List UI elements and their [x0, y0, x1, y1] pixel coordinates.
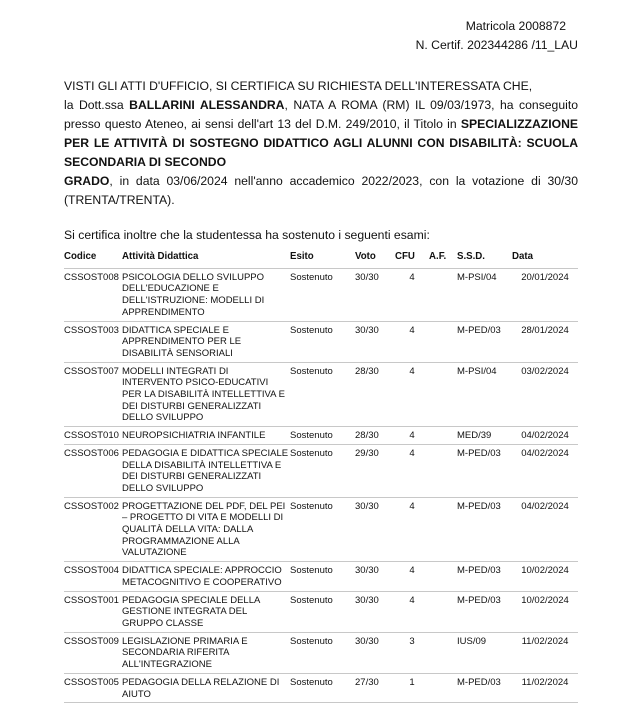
- cell-attivita: PEDAGOGIA SPECIALE DELLA GESTIONE INTEGRATA DEL GRUPPO CLASSE: [122, 591, 290, 632]
- cell-esito: Sostenuto: [290, 362, 355, 427]
- cell-ssd: IUS/09: [457, 632, 512, 673]
- body-text-segment: (TRENTA/TRENTA).: [64, 193, 175, 207]
- cell-attivita: PEDAGOGIA E DIDATTICA SPECIALE DELLA DISABILITÀ INTELLETTIVA E DEI DISTURBI GENERALIZZATI DELLO SVILUPPO: [122, 444, 290, 497]
- body-line: [64, 191, 578, 210]
- cell-voto: 28/30: [355, 362, 395, 427]
- cell-data: 10/02/2024: [512, 591, 578, 632]
- cell-esito: Sostenuto: [290, 427, 355, 445]
- document-header: [416, 17, 578, 55]
- cell-af: [429, 632, 457, 673]
- cell-codice: CSSOST006: [64, 444, 122, 497]
- table-row: [64, 321, 578, 362]
- column-header-af: A.F.: [429, 248, 457, 268]
- cell-voto: 27/30: [355, 673, 395, 702]
- body-line: [64, 96, 578, 115]
- cell-cfu: 4: [395, 268, 429, 321]
- cell-cfu: 1: [395, 673, 429, 702]
- table-row: [64, 444, 578, 497]
- table-header-row: [64, 248, 578, 268]
- cell-cfu: 4: [395, 562, 429, 591]
- cell-cfu: 4: [395, 321, 429, 362]
- cell-attivita: PEDAGOGIA DELLA RELAZIONE DI AIUTO: [122, 673, 290, 702]
- cell-ssd: M-PSI/04: [457, 268, 512, 321]
- cell-attivita: DIDATTICA SPECIALE: APPROCCIO METACOGNITIVO E COOPERATIVO: [122, 562, 290, 591]
- body-text-segment: presso questo Ateneo, ai sensi dell'art 13 del D.M. 249/2010, il Titolo in: [64, 117, 461, 131]
- column-header-ssd: S.S.D.: [457, 248, 512, 268]
- cell-data: 11/02/2024: [512, 673, 578, 702]
- body-line: [64, 153, 578, 172]
- table-row: [64, 673, 578, 702]
- cell-data: 11/02/2024: [512, 632, 578, 673]
- cell-esito: Sostenuto: [290, 444, 355, 497]
- cell-ssd: M-PED/03: [457, 673, 512, 702]
- cell-voto: 30/30: [355, 632, 395, 673]
- body-line: [64, 172, 578, 191]
- cell-data: 20/01/2024: [512, 268, 578, 321]
- body-text-segment: SECONDARIA DI SECONDO: [64, 155, 227, 169]
- body-line: [64, 134, 578, 153]
- cell-af: [429, 591, 457, 632]
- cell-voto: 30/30: [355, 497, 395, 562]
- cell-af: [429, 268, 457, 321]
- cell-attivita: LEGISLAZIONE PRIMARIA E SECONDARIA RIFERITA ALL'INTEGRAZIONE: [122, 632, 290, 673]
- cell-af: [429, 497, 457, 562]
- cell-data: 04/02/2024: [512, 444, 578, 497]
- cell-esito: Sostenuto: [290, 632, 355, 673]
- table-body: [64, 268, 578, 703]
- cell-codice: CSSOST005: [64, 673, 122, 702]
- cell-voto: 30/30: [355, 562, 395, 591]
- table-row: [64, 362, 578, 427]
- cell-cfu: 4: [395, 427, 429, 445]
- exams-table: [64, 248, 578, 703]
- table-row: [64, 268, 578, 321]
- column-header-esito: Esito: [290, 248, 355, 268]
- exams-intro: Si certifica inoltre che la studentessa ha sostenuto i seguenti esami:: [64, 228, 430, 242]
- cell-ssd: M-PED/03: [457, 321, 512, 362]
- certification-text: [64, 77, 578, 210]
- body-text-segment: BALLARINI ALESSANDRA: [129, 98, 285, 112]
- cell-af: [429, 673, 457, 702]
- cell-attivita: PROGETTAZIONE DEL PDF, DEL PEI – PROGETTO DI VITA E MODELLI DI QUALITÀ DELLA VITA: DALLA PROGRAMMAZIONE ALLA VALUTAZIONE: [122, 497, 290, 562]
- cell-af: [429, 562, 457, 591]
- cell-voto: 30/30: [355, 268, 395, 321]
- column-header-attivita: Attività Didattica: [122, 248, 290, 268]
- cell-codice: CSSOST009: [64, 632, 122, 673]
- cell-voto: 28/30: [355, 427, 395, 445]
- cell-voto: 30/30: [355, 591, 395, 632]
- cell-codice: CSSOST001: [64, 591, 122, 632]
- certificate-number-line: N. Certif. 202344286 /11_LAU: [415, 38, 578, 52]
- body-text-segment: , NATA A ROMA (RM) IL 09/03/1973, ha conseguito: [284, 98, 578, 112]
- cell-cfu: 4: [395, 362, 429, 427]
- cell-cfu: 4: [395, 591, 429, 632]
- cell-ssd: M-PED/03: [457, 562, 512, 591]
- cell-ssd: M-PED/03: [457, 497, 512, 562]
- body-text-segment: , in data 03/06/2024 nell'anno accademico 2022/2023, con la votazione di 30/30: [109, 174, 578, 188]
- matricola-line: Matricola 2008872: [465, 19, 566, 33]
- cell-codice: CSSOST010: [64, 427, 122, 445]
- column-header-voto: Voto: [355, 248, 395, 268]
- cell-codice: CSSOST008: [64, 268, 122, 321]
- column-header-cfu: CFU: [395, 248, 429, 268]
- cell-ssd: M-PSI/04: [457, 362, 512, 427]
- cell-af: [429, 427, 457, 445]
- cell-esito: Sostenuto: [290, 591, 355, 632]
- body-text-segment: PER LE ATTIVITÀ DI SOSTEGNO DIDATTICO AGLI ALUNNI CON DISABILITÀ: SCUOLA: [64, 136, 578, 150]
- body-line: [64, 115, 578, 134]
- cell-ssd: M-PED/03: [457, 591, 512, 632]
- cell-codice: CSSOST002: [64, 497, 122, 562]
- cell-cfu: 4: [395, 444, 429, 497]
- cell-attivita: NEUROPSICHIATRIA INFANTILE: [122, 427, 290, 445]
- table-row: [64, 591, 578, 632]
- table-row: [64, 497, 578, 562]
- cell-attivita: DIDATTICA SPECIALE E APPRENDIMENTO PER LE DISABILITÀ SENSORIALI: [122, 321, 290, 362]
- cell-voto: 30/30: [355, 321, 395, 362]
- column-header-data: Data: [512, 248, 578, 268]
- cell-attivita: MODELLI INTEGRATI DI INTERVENTO PSICO-EDUCATIVI PER LA DISABILITÀ INTELLETTIVA E DEI DISTURBI GENERALIZZATI DELLO SVILUPPO: [122, 362, 290, 427]
- cell-data: 28/01/2024: [512, 321, 578, 362]
- header-row: [64, 248, 578, 268]
- cell-data: 04/02/2024: [512, 427, 578, 445]
- cell-esito: Sostenuto: [290, 673, 355, 702]
- cell-voto: 29/30: [355, 444, 395, 497]
- cell-codice: CSSOST004: [64, 562, 122, 591]
- cell-cfu: 4: [395, 497, 429, 562]
- body-text-segment: GRADO: [64, 174, 110, 188]
- body-text-segment: la Dott.ssa: [64, 98, 130, 112]
- cell-esito: Sostenuto: [290, 268, 355, 321]
- body-text-segment: VISTI GLI ATTI D'UFFICIO, SI CERTIFICA SU RICHIESTA DELL'INTERESSATA CHE,: [64, 79, 533, 93]
- cell-ssd: MED/39: [457, 427, 512, 445]
- cell-esito: Sostenuto: [290, 562, 355, 591]
- body-line: [64, 77, 578, 96]
- table-row: [64, 632, 578, 673]
- cell-codice: CSSOST007: [64, 362, 122, 427]
- cell-af: [429, 444, 457, 497]
- cell-data: 04/02/2024: [512, 497, 578, 562]
- cell-ssd: M-PED/03: [457, 444, 512, 497]
- cell-attivita: PSICOLOGIA DELLO SVILUPPO DELL'EDUCAZIONE E DELL'ISTRUZIONE: MODELLI DI APPRENDIMENTO: [122, 268, 290, 321]
- cell-codice: CSSOST003: [64, 321, 122, 362]
- column-header-codice: Codice: [64, 248, 122, 268]
- cell-af: [429, 321, 457, 362]
- cell-cfu: 3: [395, 632, 429, 673]
- cell-esito: Sostenuto: [290, 321, 355, 362]
- cell-esito: Sostenuto: [290, 497, 355, 562]
- cell-af: [429, 362, 457, 427]
- body-text-segment: SPECIALIZZAZIONE: [460, 117, 578, 131]
- table-row: [64, 562, 578, 591]
- cell-data: 03/02/2024: [512, 362, 578, 427]
- cell-data: 10/02/2024: [512, 562, 578, 591]
- table-row: [64, 427, 578, 445]
